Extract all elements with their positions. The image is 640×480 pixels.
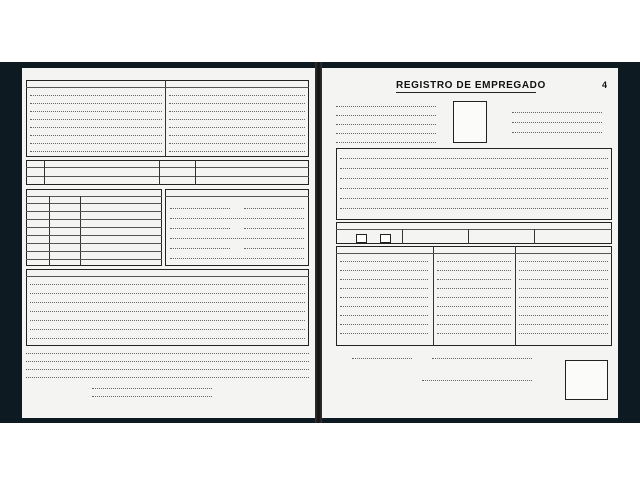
form-line <box>169 95 305 96</box>
table-row-line <box>26 251 162 252</box>
form-line <box>519 261 608 262</box>
form-line <box>340 315 428 316</box>
form-line <box>340 208 608 209</box>
form-line <box>340 333 428 334</box>
form-line <box>30 338 305 339</box>
form-line <box>170 238 304 239</box>
form-line <box>169 103 305 104</box>
form-line <box>340 198 608 199</box>
left-page <box>22 68 315 418</box>
table-row-line <box>26 219 162 220</box>
form-line <box>30 320 305 321</box>
form-line <box>437 279 511 280</box>
table-divider <box>515 246 516 346</box>
notes-line <box>26 369 309 370</box>
form-line <box>512 122 602 123</box>
table-divider <box>165 80 166 157</box>
form-line <box>437 333 511 334</box>
form-line <box>30 103 162 104</box>
form-line <box>340 288 428 289</box>
notes-line <box>26 353 309 354</box>
checkbox-option[interactable] <box>356 234 367 243</box>
table-header-line <box>26 203 162 204</box>
table-row-line <box>26 259 162 260</box>
table-header-line <box>336 253 612 254</box>
table-header-line <box>26 196 162 197</box>
form-line <box>437 288 511 289</box>
form-line <box>169 127 305 128</box>
form-line <box>437 315 511 316</box>
form-line <box>437 324 511 325</box>
right-page <box>322 68 618 418</box>
form-line <box>512 132 602 133</box>
table-header-line <box>26 167 309 168</box>
table-divider <box>468 229 469 244</box>
form-line <box>336 142 436 143</box>
form-line <box>244 228 304 229</box>
form-line <box>340 168 608 169</box>
table-divider <box>402 229 403 244</box>
form-line <box>340 306 428 307</box>
form-line <box>170 208 230 209</box>
table-row-line <box>26 176 309 177</box>
form-line <box>519 315 608 316</box>
form-line <box>437 306 511 307</box>
table-row-line <box>26 243 162 244</box>
form-line <box>519 270 608 271</box>
table-divider <box>195 160 196 185</box>
form-line <box>340 270 428 271</box>
title-underline <box>396 92 536 93</box>
table-divider <box>80 196 81 266</box>
form-line <box>30 302 305 303</box>
form-line <box>30 293 305 294</box>
table-divider <box>433 246 434 346</box>
form-line <box>336 115 436 116</box>
table-header-line <box>26 276 309 277</box>
table-row-line <box>26 235 162 236</box>
date-line <box>352 358 412 359</box>
table-row-line <box>26 211 162 212</box>
form-line <box>512 112 602 113</box>
form-line <box>30 143 162 144</box>
form-line <box>336 124 436 125</box>
signature-line <box>92 388 212 389</box>
form-line <box>30 151 162 152</box>
form-line <box>340 178 608 179</box>
signature-line <box>422 380 532 381</box>
form-line <box>340 297 428 298</box>
form-line <box>169 111 305 112</box>
form-line <box>30 111 162 112</box>
form-line <box>437 261 511 262</box>
thumbprint-box <box>565 360 608 400</box>
book-gutter <box>315 62 322 423</box>
notes-line <box>26 361 309 362</box>
photo-box <box>453 101 487 143</box>
form-line <box>170 258 304 259</box>
fgts-situation-box <box>336 222 612 244</box>
form-line <box>336 106 436 107</box>
form-line <box>30 119 162 120</box>
signature-line <box>432 358 532 359</box>
form-line <box>519 297 608 298</box>
form-line <box>169 143 305 144</box>
form-line <box>30 95 162 96</box>
table-divider <box>534 229 535 244</box>
form-line <box>519 279 608 280</box>
form-line <box>169 151 305 152</box>
form-line <box>519 333 608 334</box>
table-header-line <box>336 229 612 230</box>
form-line <box>340 158 608 159</box>
page-number: 4 <box>602 80 608 90</box>
vacations-table <box>26 269 309 346</box>
form-line <box>169 135 305 136</box>
form-line <box>336 133 436 134</box>
form-line <box>519 306 608 307</box>
form-line <box>244 208 304 209</box>
form-line <box>30 284 305 285</box>
form-line <box>519 288 608 289</box>
table-row-line <box>26 227 162 228</box>
form-line <box>169 119 305 120</box>
form-line <box>519 324 608 325</box>
form-line <box>30 135 162 136</box>
form-line <box>244 248 304 249</box>
form-line <box>340 188 608 189</box>
table-divider <box>159 160 160 185</box>
form-line <box>340 324 428 325</box>
table-divider <box>44 160 45 185</box>
form-line <box>340 279 428 280</box>
signature-line <box>92 396 212 397</box>
form-line <box>170 218 304 219</box>
form-line <box>437 297 511 298</box>
checkbox-option[interactable] <box>380 234 391 243</box>
form-line <box>30 127 162 128</box>
form-line <box>30 329 305 330</box>
form-line <box>30 311 305 312</box>
page-title: REGISTRO DE EMPREGADO <box>396 80 546 91</box>
notes-line <box>26 377 309 378</box>
form-line <box>170 228 230 229</box>
form-line <box>170 248 230 249</box>
form-line <box>340 261 428 262</box>
job-changes-table <box>26 160 309 185</box>
form-line <box>437 270 511 271</box>
table-divider <box>49 196 50 266</box>
table-header-line <box>165 196 309 197</box>
table-header-line <box>26 87 309 88</box>
